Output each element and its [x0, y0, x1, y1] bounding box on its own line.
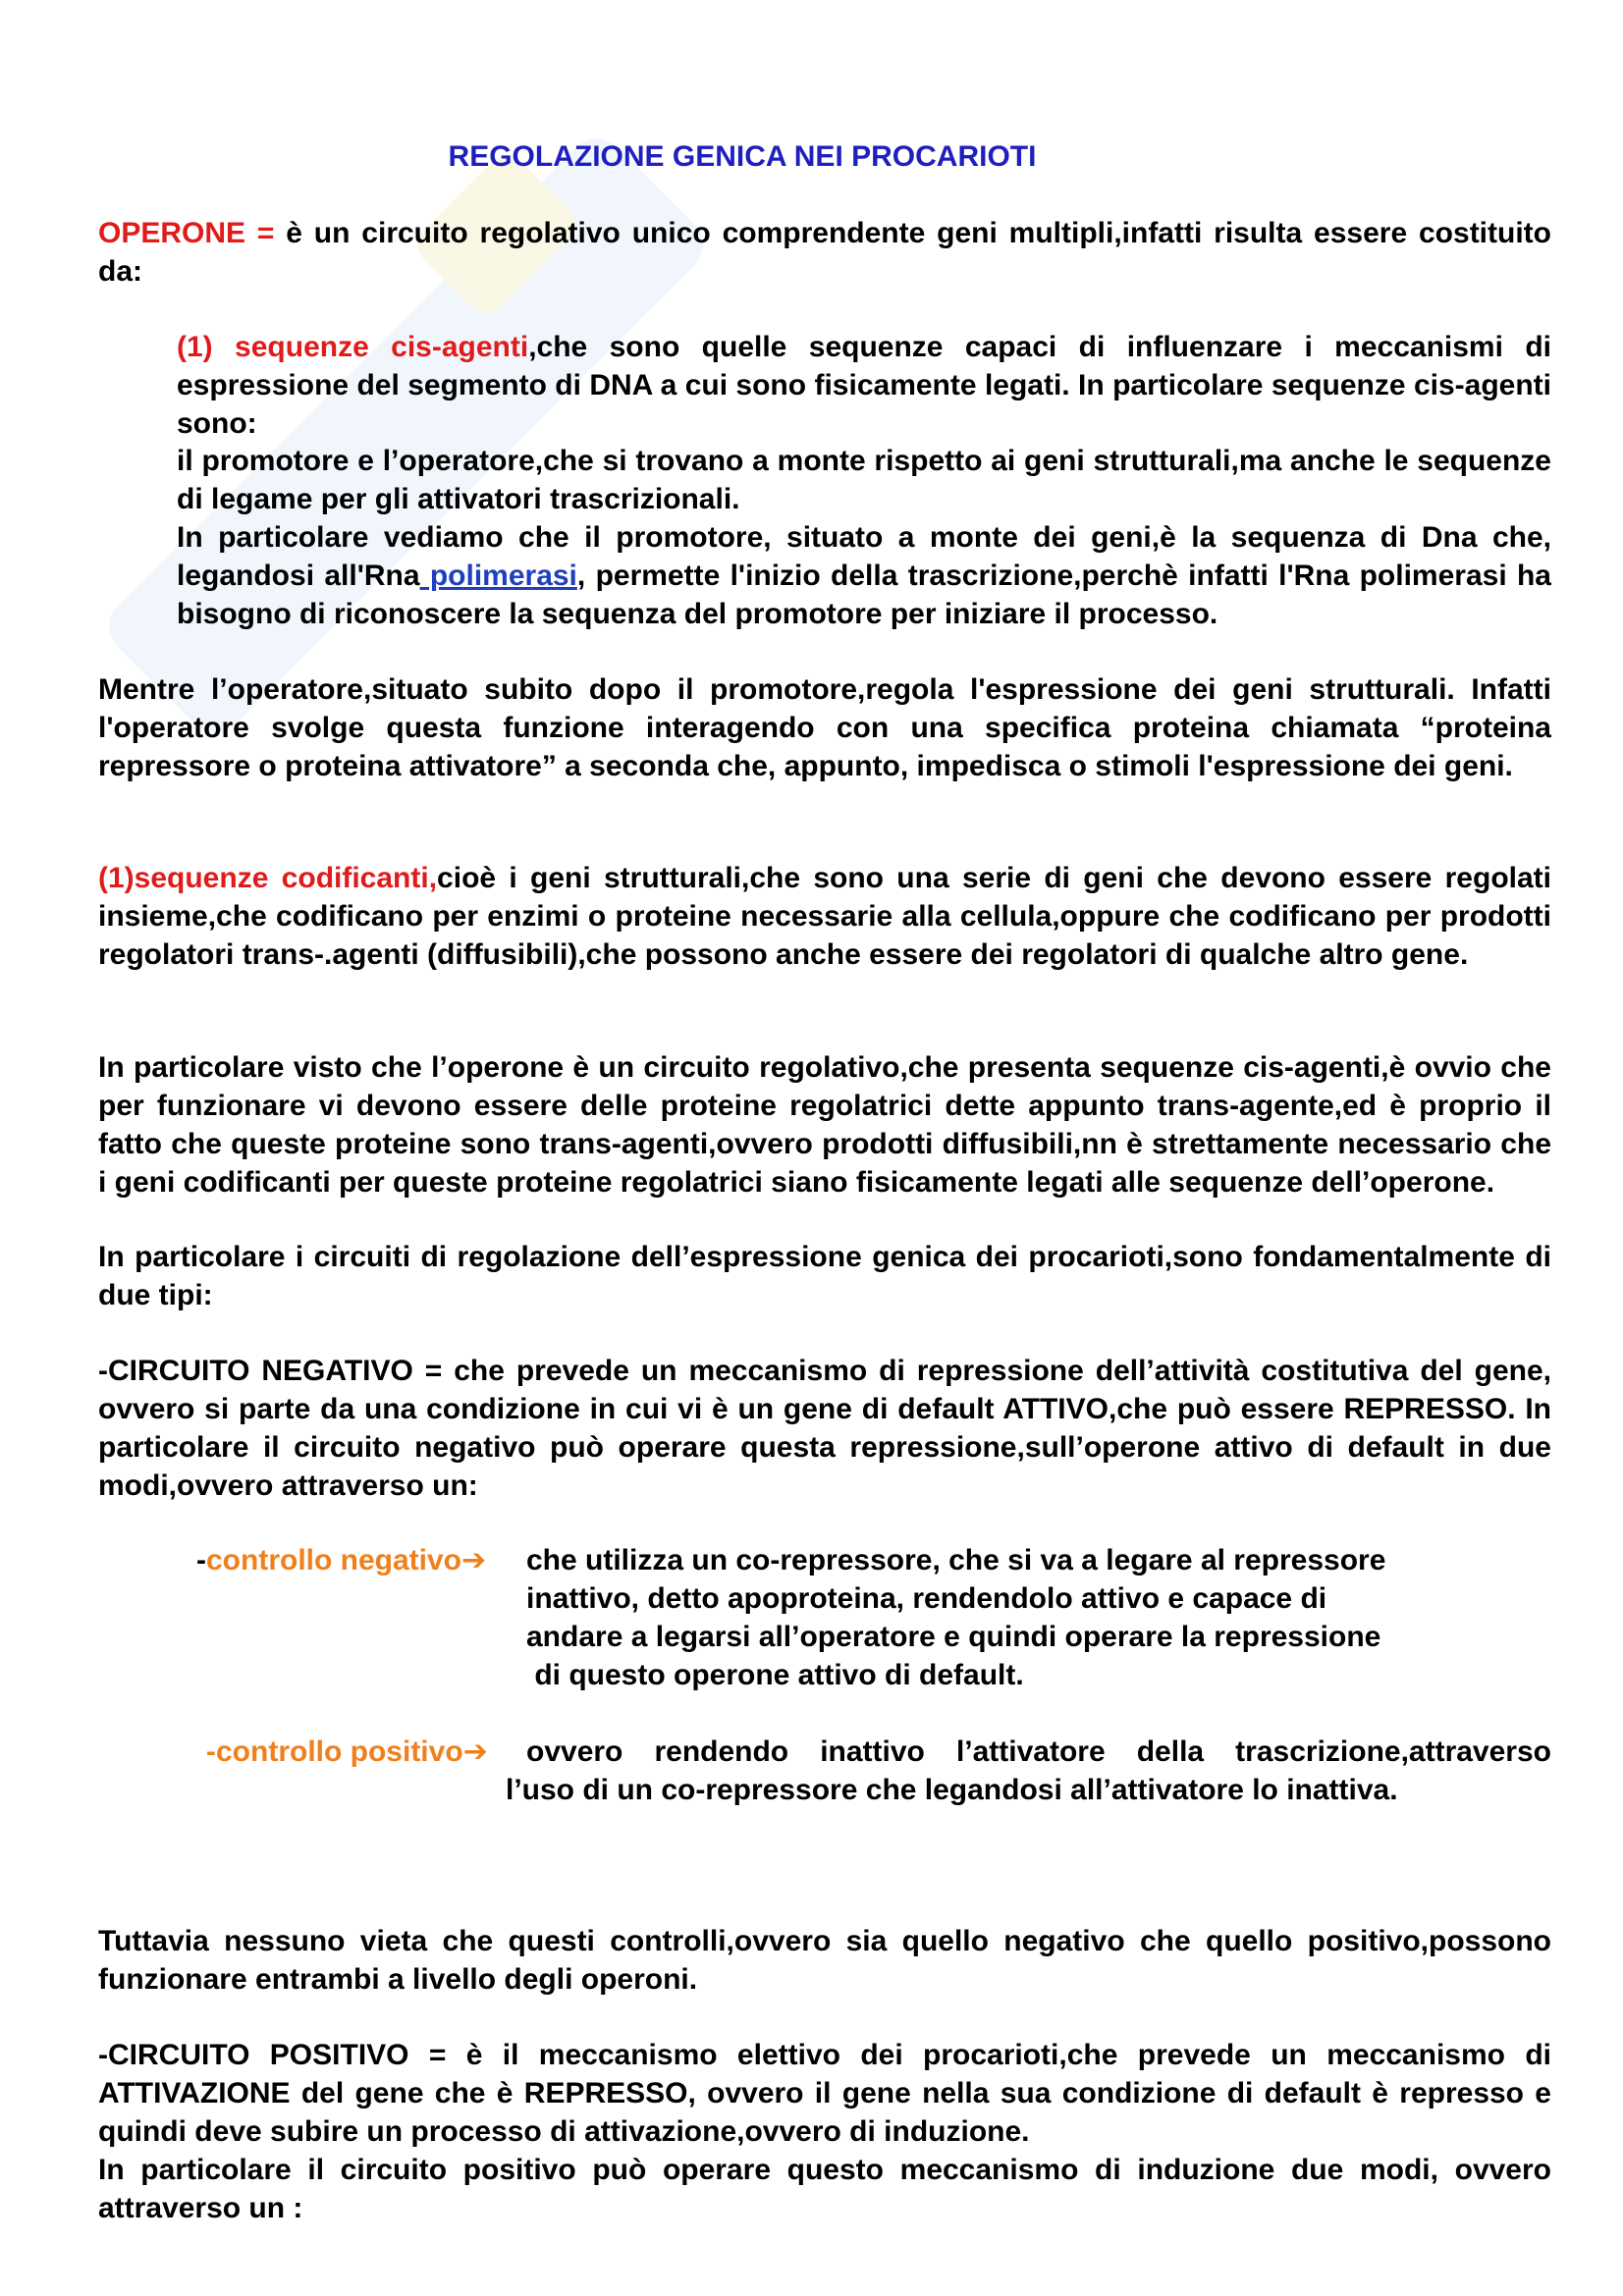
arrow-right-icon: ➔ [461, 1544, 487, 1576]
controllo-negativo-label: controllo negativo [206, 1544, 462, 1576]
codificanti-text: cioè i geni strutturali,che sono una serie di geni che devono essere regolati insieme,che codificano per enzimi o proteine necessarie alla cellula,oppure che codificano per prodotti regolatori trans-.agenti (diffusibili),che possono anche essere dei regolatori di qualche altro gene. [98, 862, 1551, 971]
operatore-paragraph: Mentre l’operatore,situato subito dopo il promotore,regola l'espressione dei geni strutturali. Infatti l'operatore svolge questa funzione interagendo con una specifica proteina chiamata “proteina repressore o proteina attivatore” a seconda che, appunto, impedisca o stimoli l'espressione dei geni. [98, 673, 1551, 782]
codificanti-paragraph [98, 859, 1551, 974]
controllo-positivo-line-2: l’uso di un co-repressore che legandosi all’attivatore lo inattiva. [506, 1774, 1398, 1806]
circuito-positivo-paragraph: -CIRCUITO POSITIVO = è il meccanismo elettivo dei procarioti,che prevede un meccanismo di ATTIVAZIONE del gene che è REPRESSO, ovvero il gene nella sua condizione di default è represso e quindi deve subire un processo di attivazione,ovvero di induzione. [98, 2039, 1551, 2148]
circuito-positivo-modi-paragraph: In particolare il circuito positivo può operare questo meccanismo di induzione due modi, ovvero attraverso un : [98, 2154, 1551, 2224]
circuito-negativo-paragraph: -CIRCUITO NEGATIVO = che prevede un meccanismo di repressione dell’attività costitutiva del gene, ovvero si parte da una condizione in cui vi è un gene di default ATTIVO,che può essere REPRESSO. In particolare il circuito negativo può operare questa repressione,sull’operone attivo di default in due modi,ovvero attraverso un: [98, 1355, 1551, 1502]
controllo-negativo-line-2: inattivo, detto apoproteina, rendendolo attivo e capace di [526, 1582, 1327, 1615]
controllo-negativo-label-row [196, 1541, 486, 1579]
promotore-text-a: In particolare vediamo che il promotore, situato a monte dei geni,è la sequenza di Dna che, legandosi all'Rna [177, 521, 1551, 592]
promotore-operatore-paragraph: il promotore e l’operatore,che si trovano a monte rispetto ai geni strutturali,ma anche le sequenze di legame per gli attivatori trascrizionali. [177, 445, 1551, 515]
controllo-negativo-line-4: di questo operone attivo di default. [526, 1659, 1024, 1691]
arrow-right-icon: ➔ [462, 1735, 488, 1768]
page-title: REGOLAZIONE GENICA NEI PROCARIOTI [448, 140, 1037, 173]
controllo-negativo-line-1: che utilizza un co-repressore, che si va a legare al repressore [526, 1544, 1386, 1576]
controllo-positivo-label: -controllo positivo [206, 1735, 463, 1768]
operone-definition: è un circuito regolativo unico comprendente geni multipli,infatti risulta essere costituito da: [98, 217, 1551, 288]
operone-term: OPERONE = [98, 217, 275, 249]
polimerasi-link[interactable]: polimerasi [419, 560, 577, 592]
cis-agenti-paragraph [177, 328, 1551, 443]
controllo-positivo-line-1: ovvero rendendo inattivo l’attivatore della trascrizione,attraverso [526, 1735, 1551, 1768]
cis-agenti-label: (1) sequenze cis-agenti [177, 331, 529, 363]
circuiti-paragraph: In particolare i circuiti di regolazione dell’espressione genica dei procarioti,sono fondamentalmente di due tipi: [98, 1241, 1551, 1311]
promotore-text-b: , permette l'inizio della trascrizione,perchè infatti l'Rna polimerasi ha bisogno di riconoscere la sequenza del promotore per iniziare il processo. [177, 560, 1551, 630]
cis-agenti-text: ,che sono quelle sequenze capaci di influenzare i meccanismi di espressione del segmento di DNA a cui sono fisicamente legati. In particolare sequenze cis-agenti sono: [177, 331, 1551, 440]
codificanti-label: (1)sequenze codificanti, [98, 862, 438, 894]
tuttavia-paragraph: Tuttavia nessuno vieta che questi controlli,ovvero sia quello negativo che quello positivo,possono funzionare entrambi a livello degli operoni. [98, 1925, 1551, 1996]
operone-paragraph [98, 214, 1551, 291]
controllo-negativo-prefix: - [196, 1544, 206, 1576]
controllo-negativo-line-3: andare a legarsi all’operatore e quindi operare la repressione [526, 1621, 1381, 1653]
operone-circuito-paragraph: In particolare visto che l’operone è un circuito regolativo,che presenta sequenze cis-agenti,è ovvio che per funzionare vi devono essere delle proteine regolatrici dette appunto trans-agente,ed è proprio il fatto che queste proteine sono trans-agenti,ovvero prodotti diffusibili,nn è strettamente necessario che i geni codificanti per queste proteine regolatrici siano fisicamente legati alle sequenze dell’operone. [98, 1051, 1551, 1199]
promotore-paragraph [177, 518, 1551, 633]
controllo-positivo-label-row [206, 1733, 488, 1771]
